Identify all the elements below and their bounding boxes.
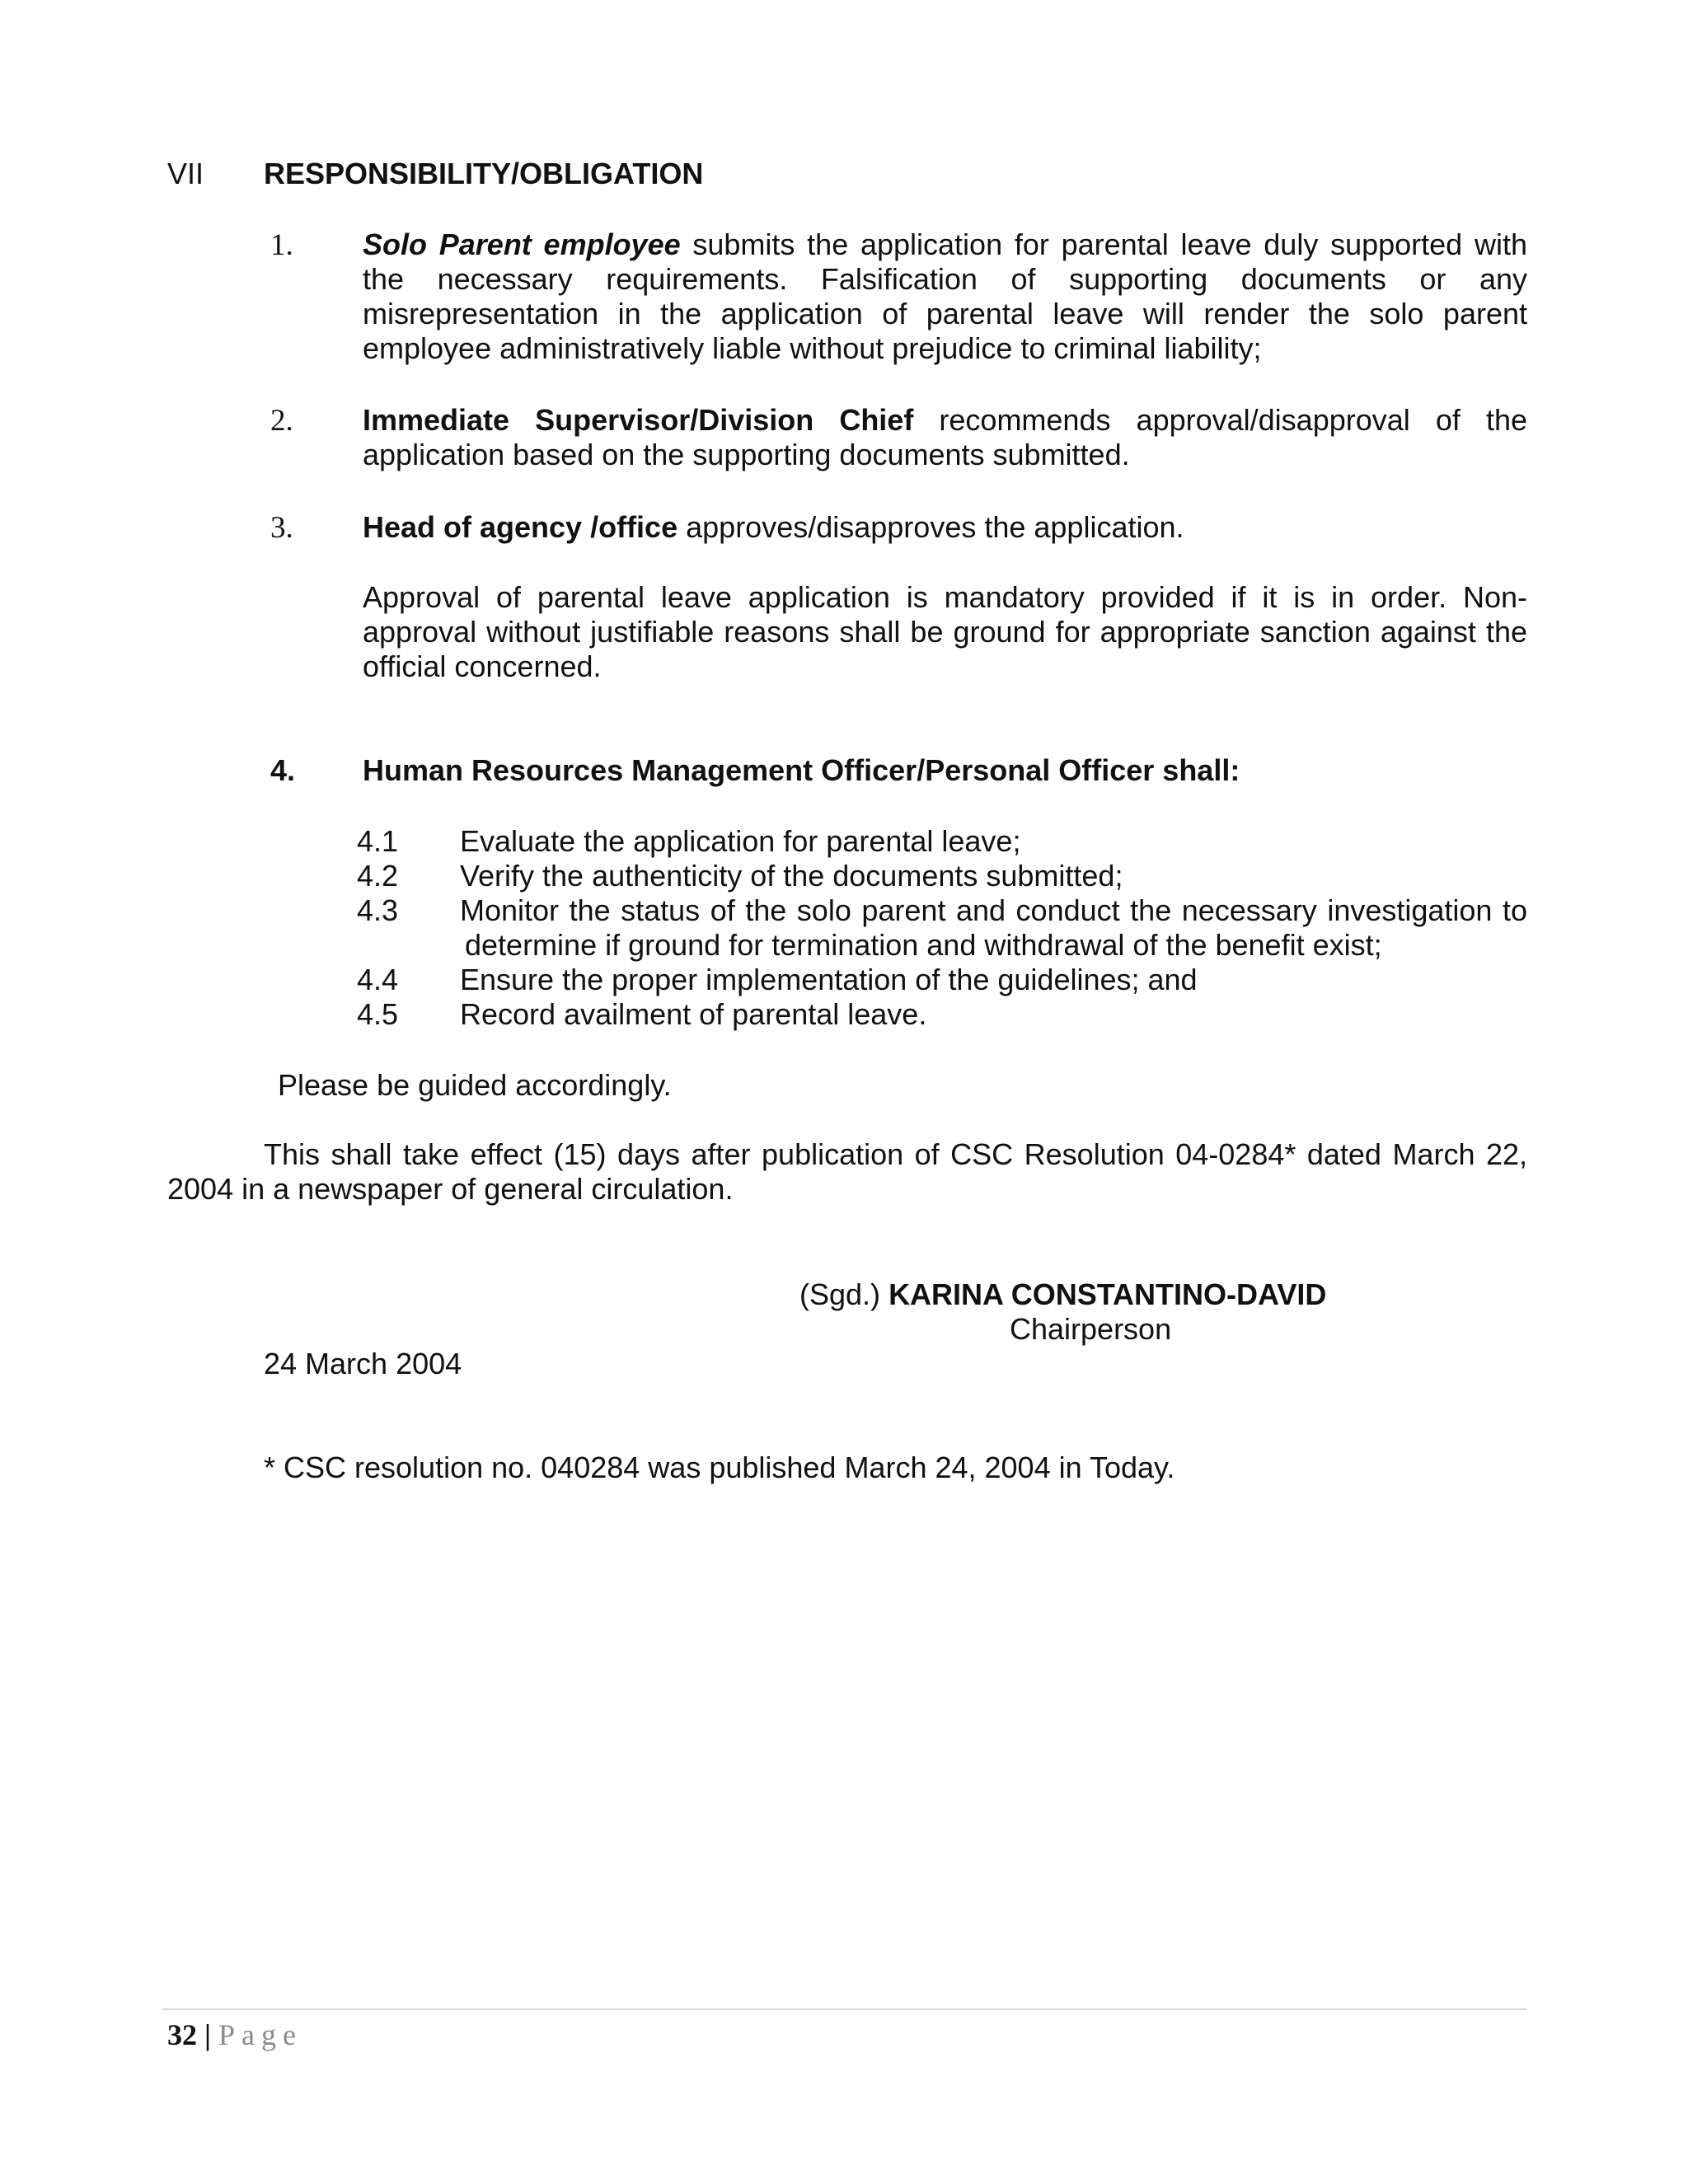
item-3-note-line-2: approval without justifiable reasons shall be ground for appropriate sanction against the [363,615,1527,649]
footnote: * CSC resolution no. 040284 was published March 24, 2004 in Today. [264,1451,1175,1484]
item-1-line-3: misrepresentation in the application of parental leave will render the solo parent [363,297,1527,330]
item-3-note [363,580,1527,684]
item-2-lead: Immediate Supervisor/Division Chief [363,403,914,437]
subitem-4-2-text: Verify the authenticity of the documents submitted; [460,859,1123,893]
signature-line [799,1277,1326,1312]
subitem-4-5-text: Record availment of parental leave. [460,997,927,1031]
item-2-paragraph [363,403,1527,472]
effect-paragraph [167,1137,1527,1207]
section-number: VII [167,157,204,190]
subitem-4-3-line-2: determine if ground for termination and withdrawal of the benefit exist; [465,928,1382,962]
subitem-4-3-number: 4.3 [357,893,399,927]
subitem-4-1-number: 4.1 [357,824,399,858]
subitem-4-2-number: 4.2 [357,859,399,893]
subitem-4-1-text: Evaluate the application for parental leave; [460,824,1021,858]
item-3-text: approves/disapproves the application. [686,510,1184,544]
section-title: RESPONSIBILITY/OBLIGATION [264,157,704,190]
item-3-lead: Head of agency /office [363,510,678,544]
item-1-line-2: the necessary requirements. Falsification of supporting documents or any [363,262,1527,296]
signatory-name: KARINA CONSTANTINO-DAVID [889,1277,1327,1311]
item-2-line-1: recommends approval/disapproval of the [939,403,1527,437]
effect-line-1: This shall take effect (15) days after publication of CSC Resolution 04-0284* dated March 22, [264,1137,1527,1171]
item-1-number: 1. [270,228,293,262]
footer-divider [162,2008,1527,2010]
footer-separator: | [204,2018,211,2051]
item-3-note-line-3: official concerned. [363,649,602,683]
subitem-4-4-text: Ensure the proper implementation of the guidelines; and [460,963,1198,996]
signature-sgd: (Sgd.) [799,1277,881,1311]
item-1-lead: Solo Parent employee [363,227,681,261]
item-4-number: 4. [270,753,296,787]
item-4-heading: Human Resources Management Officer/Personal Officer shall: [363,753,1240,787]
subitem-4-3-text [460,893,1527,963]
signatory-title: Chairperson [1010,1312,1172,1346]
subitem-4-4-number: 4.4 [357,963,399,996]
item-3-note-line-1: Approval of parental leave application is mandatory provided if it is in order. Non- [363,580,1527,614]
subitem-4-3-line-1: Monitor the status of the solo parent and conduct the necessary investigation to [460,893,1527,927]
item-1-line-4: employee administratively liable without prejudice to criminal liability; [363,331,1262,365]
item-1-line-1: submits the application for parental leave duly supported with [692,227,1527,261]
effect-line-2: 2004 in a newspaper of general circulation. [167,1172,734,1206]
item-3-number: 3. [270,511,293,545]
subitem-4-5-number: 4.5 [357,997,399,1031]
document-date: 24 March 2004 [264,1347,462,1380]
page-footer [167,2018,302,2052]
item-2-number: 2. [270,404,293,438]
page-number: 32 [167,2018,197,2051]
item-1-paragraph [363,227,1527,366]
item-3-paragraph [363,510,1184,545]
guided-text: Please be guided accordingly. [278,1068,672,1102]
page-label: Page [218,2018,302,2051]
item-2-line-2: application based on the supporting documents submitted. [363,438,1130,471]
